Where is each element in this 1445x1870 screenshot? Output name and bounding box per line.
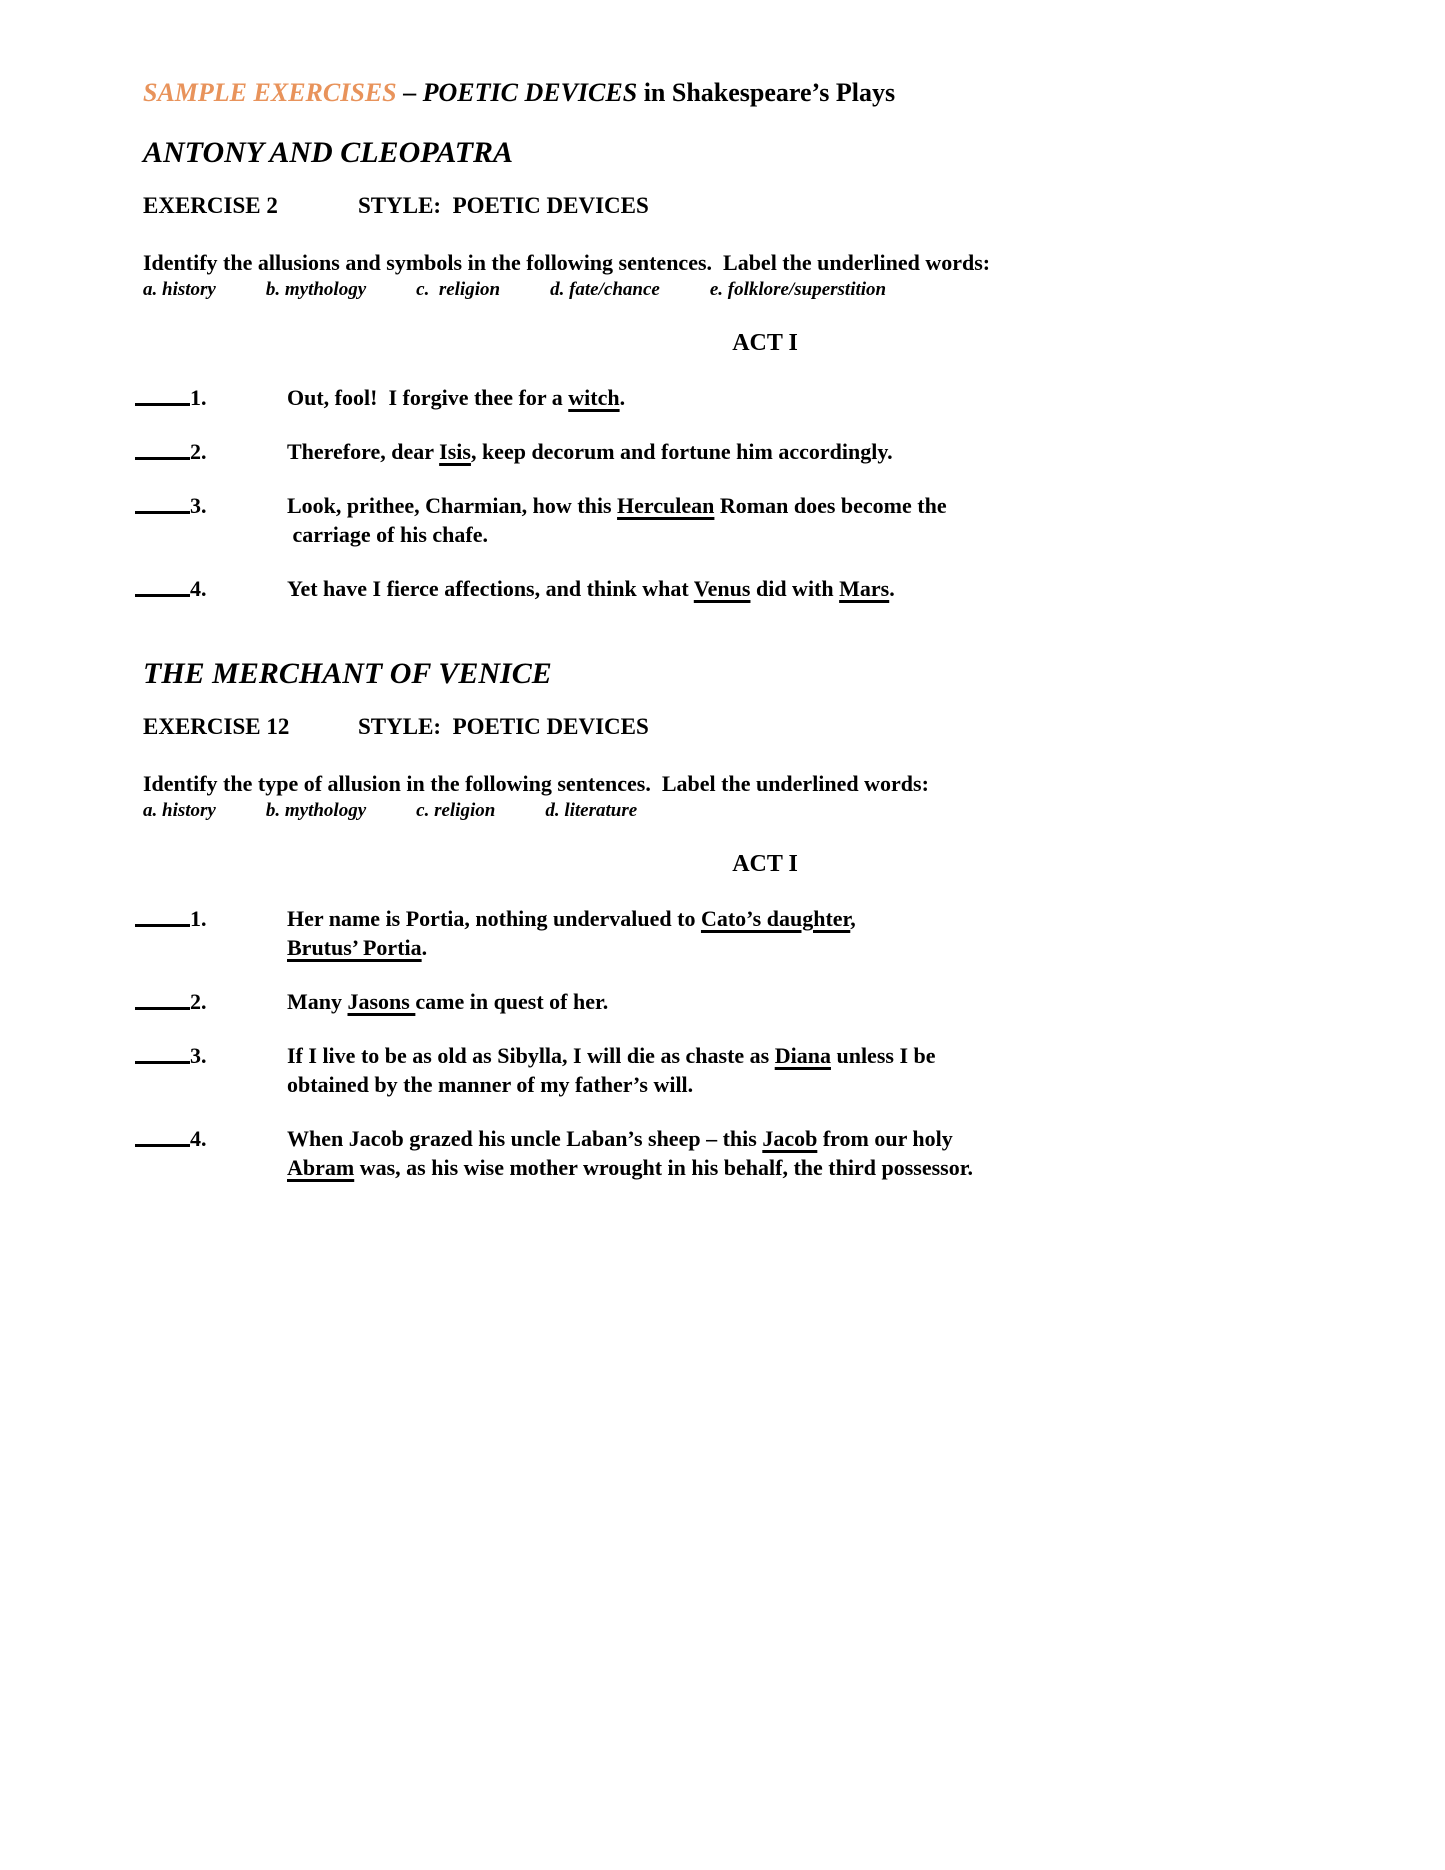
option-item: c. religion [416,279,501,300]
question-number: 1. [190,906,207,931]
instructions: Identify the allusions and symbols in the following sentences. Label the underlined words: [143,250,991,275]
exercise-line [143,192,1387,219]
question-text [287,383,1387,412]
answer-options [143,277,1387,303]
act-heading: ACT I [732,851,798,877]
text-segment: Roman does become the [714,493,947,518]
question-number: 3. [190,1043,207,1068]
document-title-rest: in Shakespeare’s Plays [637,78,896,107]
text-segment: , [850,906,856,931]
underlined-term: Jasons [347,989,416,1014]
exercise-line [143,713,1387,740]
text-segment: Her name is Portia, nothing undervalued to [287,906,701,931]
question-text [287,437,1387,466]
document-title [143,78,1387,107]
option-item: d. fate/chance [550,279,660,300]
underlined-term: Jacob [762,1126,818,1151]
question-text-line [287,383,1387,412]
question-number: 1. [190,385,207,410]
document-title-poetic: POETIC DEVICES [422,78,638,107]
text-segment: came in quest of her. [415,989,609,1014]
answer-blank [135,437,190,460]
question-text-line [287,491,1387,520]
answer-blank [135,491,190,514]
question-row [143,987,1387,1016]
play-title: THE MERCHANT OF VENICE [143,657,552,690]
question-row [143,437,1387,466]
underlined-term: witch [568,385,620,410]
question-text-line [287,1153,1387,1182]
text-segment: If I live to be as old as Sibylla, I will die as chaste as [287,1043,775,1068]
question-text-line [287,1041,1387,1070]
option-item: a. history [143,800,216,821]
section-antony-and-cleopatra [143,134,1387,603]
underlined-term: Mars [839,576,890,601]
answer-blank [135,904,190,927]
underlined-term: Isis [439,439,471,464]
underlined-term: Venus [693,576,751,601]
question-number: 2. [190,989,207,1014]
option-item: b. mythology [265,800,367,821]
underlined-term: Herculean [617,493,715,518]
question-text [287,574,1387,603]
text-segment: When Jacob grazed his uncle Laban’s sheep – this [287,1126,763,1151]
question-text-line [287,574,1387,603]
option-item: c. religion [416,800,496,821]
question-text-line [287,1124,1387,1153]
answer-blank [135,987,190,1010]
question-row [143,383,1387,412]
question-number-cell [135,383,287,412]
text-segment: Out, fool! I forgive thee for a [287,385,569,410]
text-segment: Many [287,989,348,1014]
underlined-term: Diana [774,1043,831,1068]
question-row [143,1124,1387,1182]
text-segment: unless I be [830,1043,936,1068]
answer-blank [135,1041,190,1064]
underlined-term: Cato’s daughter [700,906,851,931]
question-number-cell [135,904,287,962]
play-title: ANTONY AND CLEOPATRA [143,136,514,169]
question-row [143,491,1387,549]
question-row [143,574,1387,603]
question-row [143,1041,1387,1099]
style-label: STYLE: POETIC DEVICES [358,193,649,218]
text-segment: did with [750,576,840,601]
text-segment: Look, prithee, Charmian, how this [287,493,618,518]
question-number-cell [135,1041,287,1099]
question-text-line [287,437,1387,466]
text-segment: . [619,385,626,410]
text-segment: Yet have I fierce affections, and think what [287,576,694,601]
question-row [143,904,1387,962]
question-number-cell [135,491,287,549]
document-content [143,78,1387,1182]
style-label: STYLE: POETIC DEVICES [358,714,649,739]
question-number: 2. [190,439,207,464]
question-text-line [287,933,1387,962]
answer-blank [135,1124,190,1147]
text-segment: Therefore, dear [287,439,440,464]
question-text [287,1124,1387,1182]
text-segment: carriage of his chafe. [287,522,488,547]
question-text-line [287,520,1387,549]
answer-blank [135,383,190,406]
question-text-line [287,987,1387,1016]
question-number: 3. [190,493,207,518]
question-number-cell [135,1124,287,1182]
option-item: e. folklore/superstition [709,279,887,300]
underlined-term: Abram [287,1155,355,1180]
question-text-line [287,904,1387,933]
question-text [287,491,1387,549]
section-merchant-of-venice [143,655,1387,1182]
question-list [143,904,1387,1182]
question-number: 4. [190,1126,207,1151]
question-number: 4. [190,576,207,601]
underlined-term: Brutus’ Portia [287,935,422,960]
question-text [287,1041,1387,1099]
question-number-cell [135,574,287,603]
question-text [287,987,1387,1016]
option-item: a. history [143,279,216,300]
option-item: b. mythology [265,279,367,300]
answer-blank [135,574,190,597]
text-segment: , keep decorum and fortune him accordingly. [470,439,893,464]
text-segment: obtained by the manner of my father’s will. [287,1072,694,1097]
question-number-cell [135,987,287,1016]
exercise-label: EXERCISE 12 [143,714,290,739]
exercise-label: EXERCISE 2 [143,193,278,218]
question-text [287,904,1387,962]
act-heading: ACT I [732,330,798,356]
document-title-sample: SAMPLE EXERCISES [143,78,397,107]
text-segment: was, as his wise mother wrought in his behalf, the third possessor. [354,1155,973,1180]
question-number-cell [135,437,287,466]
text-segment: . [889,576,895,601]
text-segment: . [421,935,428,960]
option-item: d. literature [545,800,638,821]
question-text-line [287,1070,1387,1099]
question-list [143,383,1387,603]
answer-options [143,798,1387,824]
instructions: Identify the type of allusion in the following sentences. Label the underlined words: [143,771,929,796]
text-segment: from our holy [817,1126,953,1151]
document-title-dash: – [396,78,423,107]
